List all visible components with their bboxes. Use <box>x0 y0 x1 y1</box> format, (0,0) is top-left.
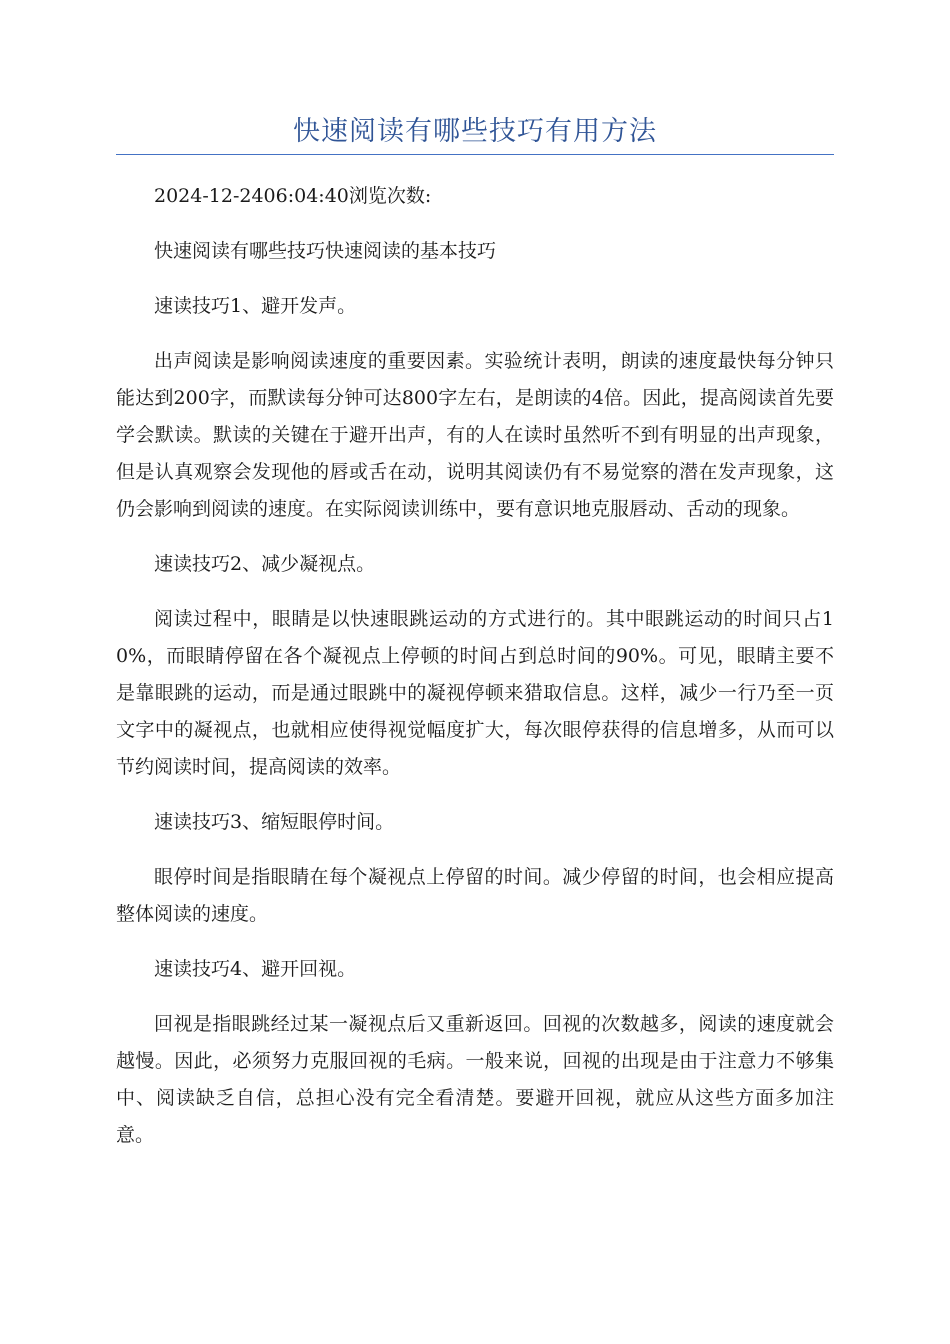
document-page <box>116 112 834 1172</box>
title-underline <box>116 154 834 155</box>
body-paragraph: 回视是指眼跳经过某一凝视点后又重新返回。回视的次数越多，阅读的速度就会越慢。因此，必须努力克服回视的毛病。一般来说，回视的出现是由于注意力不够集中、阅读缺乏自信，总担心没有完全看清楚。要避开回视，就应从这些方面多加注意。 <box>116 1013 834 1146</box>
document-body <box>116 178 834 1154</box>
section-heading-3: 速读技巧3、缩短眼停时间。 <box>154 811 395 833</box>
body-paragraph: 眼停时间是指眼睛在每个凝视点上停留的时间。减少停留的时间，也会相应提高整体阅读的速度。 <box>116 866 834 925</box>
subtitle-paragraph: 快速阅读有哪些技巧快速阅读的基本技巧 <box>154 240 497 262</box>
body-paragraph: 阅读过程中，眼睛是以快速眼跳运动的方式进行的。其中眼跳运动的时间只占10%，而眼睛停留在各个凝视点上停顿的时间占到总时间的90%。可见，眼睛主要不是靠眼跳的运动，而是通过眼跳中的凝视停顿来猎取信息。这样，减少一行乃至一页文字中的凝视点，也就相应使得视觉幅度扩大，每次眼停获得的信息增多，从而可以节约阅读时间，提高阅读的效率。 <box>116 608 834 778</box>
document-title: 快速阅读有哪些技巧有用方法 <box>293 116 657 147</box>
meta-line: 2024-12-2406:04:40浏览次数: <box>154 185 432 207</box>
section-heading-1: 速读技巧1、避开发声。 <box>154 295 357 317</box>
section-heading-4: 速读技巧4、避开回视。 <box>154 958 357 980</box>
section-heading-2: 速读技巧2、减少凝视点。 <box>154 553 376 575</box>
body-paragraph: 出声阅读是影响阅读速度的重要因素。实验统计表明，朗读的速度最快每分钟只能达到200字，而默读每分钟可达800字左右，是朗读的4倍。因此，提高阅读首先要学会默读。默读的关键在于避开出声，有的人在读时虽然听不到有明显的出声现象，但是认真观察会发现他的唇或舌在动，说明其阅读仍有不易觉察的潜在发声现象，这仍会影响到阅读的速度。在实际阅读训练中，要有意识地克服唇动、舌动的现象。 <box>116 350 834 520</box>
